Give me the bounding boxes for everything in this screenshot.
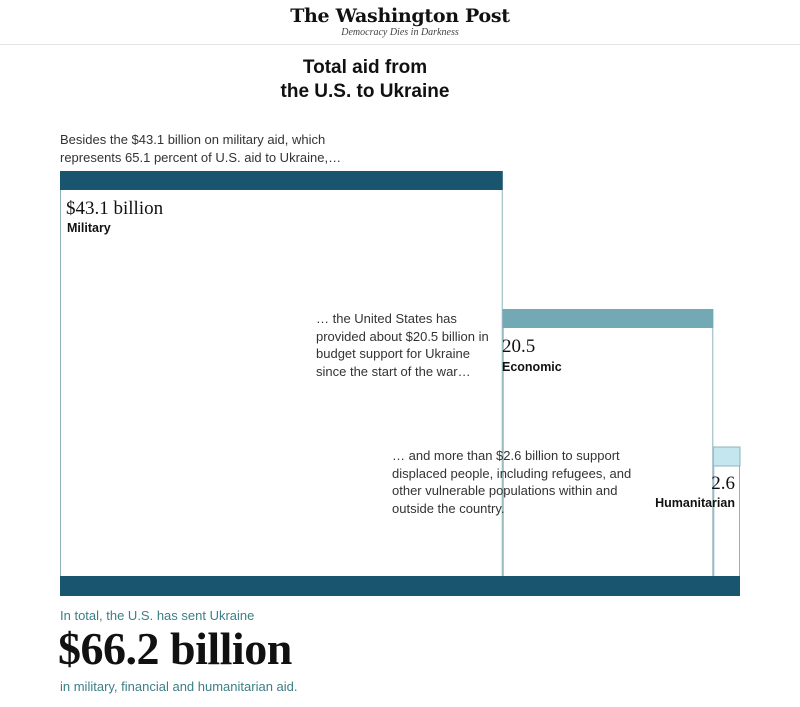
logo[interactable]: The Washington Post <box>290 5 510 27</box>
bar-total <box>60 576 740 596</box>
total-lead: In total, the U.S. has sent Ukraine <box>60 608 255 623</box>
bar-humanitarian <box>713 447 740 466</box>
category-label-military: Military <box>67 221 111 235</box>
value-label-economic: 20.5 <box>502 336 536 357</box>
value-label-humanitarian: 2.6 <box>711 473 735 494</box>
annotation-economic: … the United States has provided about $20.5 billion in budget support for Ukraine since the start of the war… <box>316 311 489 379</box>
bar-economic <box>503 309 714 328</box>
outline-humanitarian <box>714 448 740 577</box>
bar-military <box>60 171 503 190</box>
annotation-humanitarian: … and more than $2.6 billion to support displaced people, including refugees, and other vulnerable populations within and outside the country. <box>392 448 632 516</box>
chart-title-line-2: the U.S. to Ukraine <box>280 81 450 102</box>
total-tail: in military, financial and humanitarian aid. <box>60 679 298 694</box>
category-label-humanitarian: Humanitarian <box>655 496 735 510</box>
chart-title-line-1: Total aid from <box>302 57 428 78</box>
tagline: Democracy Dies in Darkness <box>341 27 459 38</box>
value-label-military: $43.1 billion <box>66 198 164 219</box>
category-label-economic: Economic <box>502 360 562 374</box>
total-value: $66.2 billion <box>58 623 292 674</box>
annotation-military: Besides the $43.1 billion on military aid, which represents 65.1 percent of U.S. aid to Ukraine,… <box>60 132 342 165</box>
